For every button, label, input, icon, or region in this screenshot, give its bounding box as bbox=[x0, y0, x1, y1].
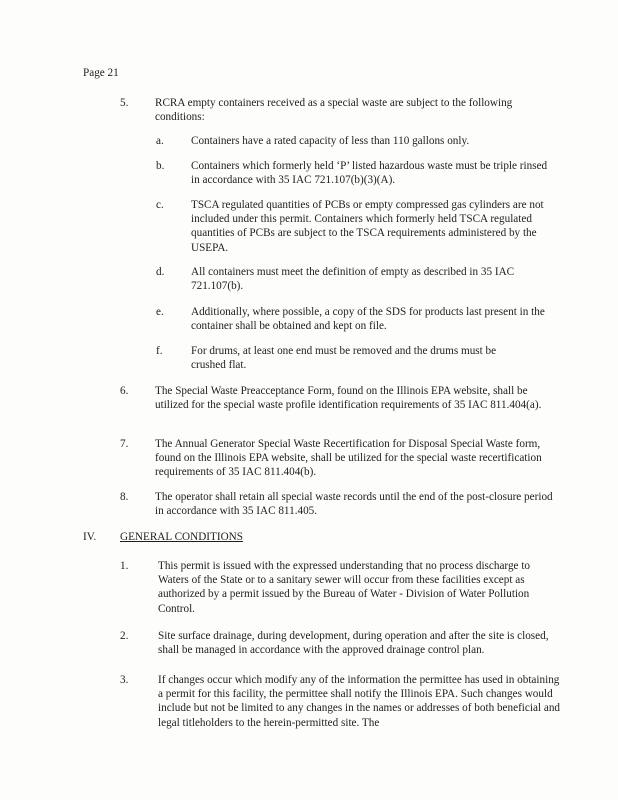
sub-c-letter: c. bbox=[156, 199, 164, 211]
gc-2-text: Site surface drainage, during development, during operation and after the site is closed, shall be managed in accordance with the approved drainage control plan. bbox=[158, 630, 549, 657]
sub-a-letter: a. bbox=[156, 135, 164, 147]
item-5-number: 5. bbox=[120, 97, 129, 109]
section-roman: IV. bbox=[83, 531, 97, 543]
sub-d-text: All containers must meet the definition of empty as described in 35 IAC 721.107(b). bbox=[191, 266, 515, 293]
sub-a-text: Containers have a rated capacity of less than 110 gallons only. bbox=[191, 135, 470, 147]
gc-3-number: 3. bbox=[120, 674, 129, 686]
item-6-number: 6. bbox=[120, 385, 129, 397]
item-8-text: The operator shall retain all special waste records until the end of the post-closure period in accordance with 35 IAC 811.405. bbox=[155, 491, 553, 518]
sub-d-letter: d. bbox=[156, 266, 165, 278]
item-8-number: 8. bbox=[120, 491, 129, 503]
item-6-text: The Special Waste Preacceptance Form, found on the Illinois EPA website, shall be utilized for the special waste profile identification requirements of 35 IAC 811.404(a). bbox=[155, 385, 542, 412]
page-number: Page 21 bbox=[83, 67, 119, 79]
section-heading: GENERAL CONDITIONS bbox=[120, 531, 243, 543]
gc-1-text: This permit is issued with the expressed understanding that no process discharge to Waters of the State or to a sanitary sewer will occur from these facilities except as authorized by a permit issued by the Bureau of Water - Division of Water Pollution Control. bbox=[158, 560, 531, 615]
sub-b-letter: b. bbox=[156, 160, 165, 172]
sub-f-letter: f. bbox=[156, 345, 163, 357]
sub-e-letter: e. bbox=[156, 306, 164, 318]
sub-b-text: Containers which formerly held ‘P’ listed hazardous waste must be triple rinsed in accordance with 35 IAC 721.107(b)(3)(A). bbox=[191, 160, 548, 187]
gc-2-number: 2. bbox=[120, 630, 129, 642]
item-7-text: The Annual Generator Special Waste Recertification for Disposal Special Waste form, found on the Illinois EPA website, shall be utilized for the special waste recertification requirements of 35 IAC 811.404(b). bbox=[155, 438, 542, 479]
gc-1-number: 1. bbox=[120, 560, 129, 572]
gc-3-text: If changes occur which modify any of the information the permittee has used in obtaining a permit for this facility, the permittee shall notify the Illinois EPA. Such changes would include but not be limited to any changes in the names or addresses of both beneficial and legal titleholders to the herein-permitted site. The bbox=[158, 674, 561, 729]
item-5-text: RCRA empty containers received as a special waste are subject to the following conditions: bbox=[155, 97, 513, 124]
item-7-number: 7. bbox=[120, 438, 129, 450]
sub-f-text: For drums, at least one end must be removed and the drums must be crushed flat. bbox=[191, 345, 497, 372]
sub-e-text: Additionally, where possible, a copy of the SDS for products last present in the container shall be obtained and kept on file. bbox=[191, 306, 545, 333]
sub-c-text: TSCA regulated quantities of PCBs or empty compressed gas cylinders are not included under this permit. Containers which formerly held TSCA regulated quantities of PCBs are subject to the TSCA requirements administered by the USEPA. bbox=[191, 199, 544, 254]
